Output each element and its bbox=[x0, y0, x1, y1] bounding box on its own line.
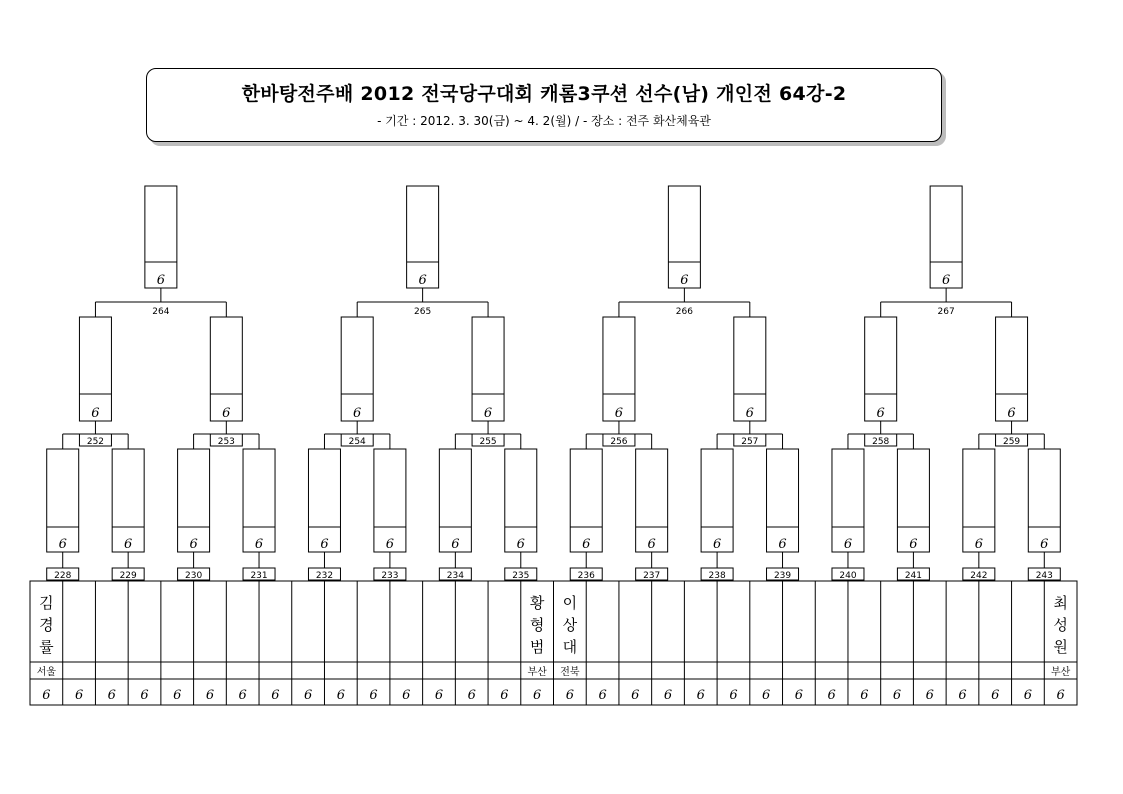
score-mark: 6 bbox=[860, 688, 869, 703]
player-region: 전북 bbox=[560, 667, 580, 678]
score-mark: 6 bbox=[402, 688, 411, 703]
score-mark: 6 bbox=[582, 537, 591, 552]
match-number: 234 bbox=[446, 571, 464, 581]
match-number: 240 bbox=[839, 571, 857, 581]
player-region: 부산 bbox=[527, 667, 547, 678]
score-mark: 6 bbox=[451, 537, 460, 552]
score-mark: 6 bbox=[745, 406, 754, 421]
score-mark: 6 bbox=[238, 688, 247, 703]
score-mark: 6 bbox=[516, 537, 525, 552]
score-mark: 6 bbox=[827, 688, 836, 703]
score-mark: 6 bbox=[418, 273, 427, 288]
player-name: 최 bbox=[1053, 594, 1068, 612]
score-mark: 6 bbox=[467, 688, 476, 703]
score-mark: 6 bbox=[1007, 406, 1016, 421]
match-number: 233 bbox=[381, 571, 399, 581]
score-mark: 6 bbox=[107, 688, 116, 703]
score-mark: 6 bbox=[336, 688, 345, 703]
score-mark: 6 bbox=[173, 688, 182, 703]
player-name: 범 bbox=[529, 638, 545, 656]
score-mark: 6 bbox=[91, 406, 100, 421]
player-name: 원 bbox=[1053, 638, 1068, 656]
match-number: 252 bbox=[86, 437, 105, 447]
match-number: 259 bbox=[1002, 437, 1021, 447]
match-number: 230 bbox=[185, 571, 203, 581]
score-mark: 6 bbox=[647, 537, 656, 552]
match-number: 237 bbox=[643, 571, 661, 581]
match-number: 254 bbox=[348, 437, 366, 447]
score-mark: 6 bbox=[434, 688, 444, 703]
player-name: 경 bbox=[39, 616, 54, 634]
score-mark: 6 bbox=[778, 537, 787, 552]
match-number: 258 bbox=[872, 437, 890, 447]
score-mark: 6 bbox=[974, 537, 983, 552]
score-mark: 6 bbox=[712, 537, 722, 552]
score-mark: 6 bbox=[843, 537, 853, 552]
match-number: 238 bbox=[708, 571, 726, 581]
score-mark: 6 bbox=[598, 688, 607, 703]
score-mark: 6 bbox=[385, 537, 395, 552]
event-info: - 기간 : 2012. 3. 30(금) ~ 4. 2(월) / - 장소 : 전주 화산체육관 bbox=[377, 114, 711, 128]
match-number: 239 bbox=[773, 571, 792, 581]
player-name: 대 bbox=[562, 638, 578, 656]
match-number: 242 bbox=[970, 571, 988, 581]
player-name: 이 bbox=[562, 594, 578, 612]
score-mark: 6 bbox=[353, 406, 362, 421]
score-mark: 6 bbox=[205, 688, 215, 703]
score-mark: 6 bbox=[271, 688, 280, 703]
score-mark: 6 bbox=[254, 537, 264, 552]
score-mark: 6 bbox=[991, 688, 1000, 703]
score-mark: 6 bbox=[794, 688, 804, 703]
score-mark: 6 bbox=[74, 688, 84, 703]
score-mark: 6 bbox=[614, 406, 624, 421]
score-mark: 6 bbox=[1040, 537, 1049, 552]
score-mark: 6 bbox=[696, 688, 705, 703]
match-number: 264 bbox=[152, 307, 170, 317]
score-mark: 6 bbox=[42, 688, 51, 703]
score-mark: 6 bbox=[124, 537, 133, 552]
match-number: 267 bbox=[937, 307, 955, 317]
player-region: 서울 bbox=[36, 667, 57, 678]
match-number: 231 bbox=[250, 571, 268, 581]
player-name: 황 bbox=[529, 594, 545, 612]
match-number: 232 bbox=[315, 571, 334, 581]
match-number: 256 bbox=[610, 437, 628, 447]
match-number: 265 bbox=[414, 307, 432, 317]
score-mark: 6 bbox=[500, 688, 509, 703]
score-mark: 6 bbox=[1056, 688, 1065, 703]
match-number: 236 bbox=[577, 571, 595, 581]
score-mark: 6 bbox=[189, 537, 198, 552]
score-mark: 6 bbox=[663, 688, 673, 703]
score-mark: 6 bbox=[909, 537, 918, 552]
score-mark: 6 bbox=[140, 688, 149, 703]
match-number: 266 bbox=[675, 307, 693, 317]
match-number: 253 bbox=[217, 437, 235, 447]
score-mark: 6 bbox=[892, 688, 902, 703]
match-number: 243 bbox=[1035, 571, 1053, 581]
score-mark: 6 bbox=[958, 688, 967, 703]
score-mark: 6 bbox=[533, 688, 542, 703]
player-name: 률 bbox=[39, 638, 54, 656]
match-number: 229 bbox=[119, 571, 137, 581]
score-mark: 6 bbox=[303, 688, 313, 703]
score-mark: 6 bbox=[483, 406, 493, 421]
match-number: 257 bbox=[741, 437, 759, 447]
player-name: 김 bbox=[39, 594, 54, 612]
score-mark: 6 bbox=[320, 537, 329, 552]
score-mark: 6 bbox=[369, 688, 378, 703]
score-mark: 6 bbox=[762, 688, 771, 703]
player-name: 상 bbox=[562, 616, 578, 634]
score-mark: 6 bbox=[729, 688, 738, 703]
score-mark: 6 bbox=[925, 688, 934, 703]
match-number: 255 bbox=[479, 437, 497, 447]
score-mark: 6 bbox=[222, 406, 231, 421]
score-mark: 6 bbox=[876, 406, 885, 421]
page-title: 한바탕전주배 2012 전국당구대회 캐롬3쿠션 선수(남) 개인전 64강-2 bbox=[241, 83, 847, 105]
score-mark: 6 bbox=[58, 537, 67, 552]
player-region: 부산 bbox=[1050, 667, 1071, 678]
score-mark: 6 bbox=[631, 688, 640, 703]
score-mark: 6 bbox=[680, 273, 689, 288]
match-number: 228 bbox=[54, 571, 72, 581]
player-name: 형 bbox=[529, 616, 545, 634]
match-number: 241 bbox=[904, 571, 922, 581]
score-mark: 6 bbox=[941, 273, 951, 288]
score-mark: 6 bbox=[565, 688, 574, 703]
score-mark: 6 bbox=[156, 273, 166, 288]
match-number: 235 bbox=[512, 571, 530, 581]
player-name: 성 bbox=[1053, 616, 1068, 634]
score-mark: 6 bbox=[1023, 688, 1033, 703]
